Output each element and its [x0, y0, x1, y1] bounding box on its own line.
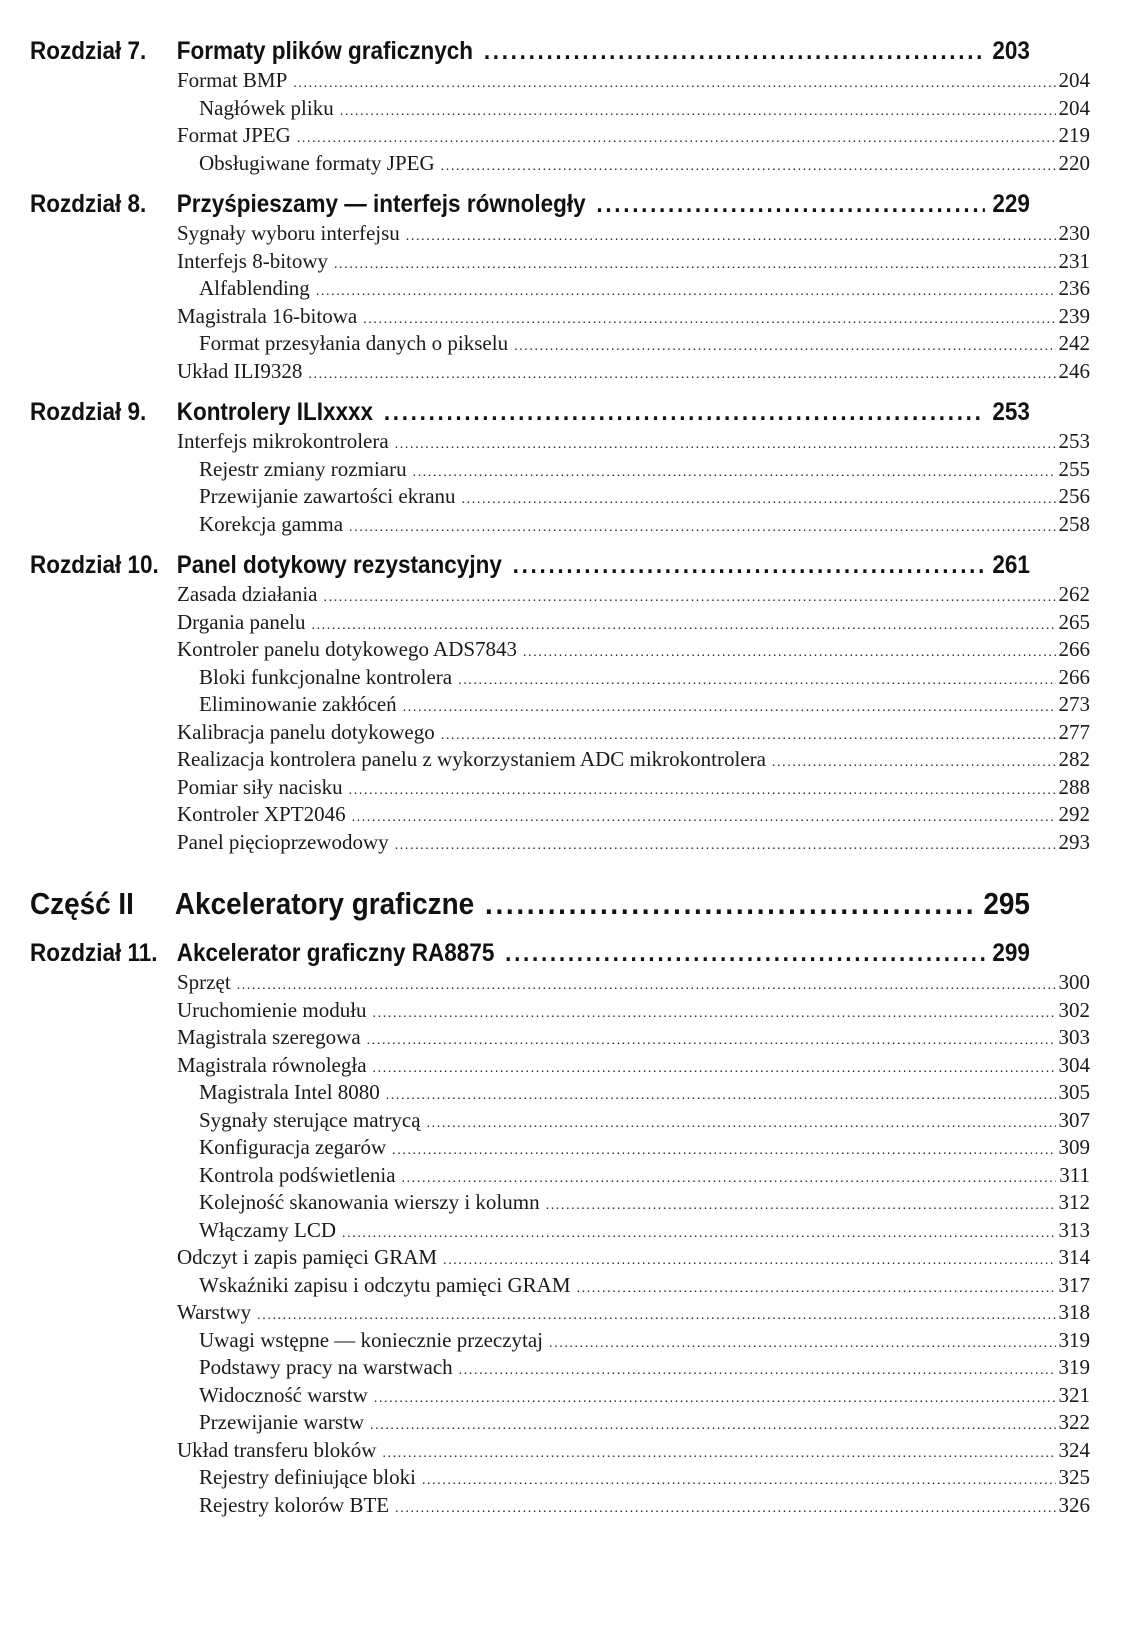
toc-entry[interactable] — [30, 1134, 1090, 1162]
chapter-label: Rozdział 7. — [30, 37, 147, 65]
chapter-page-number: 261 — [992, 551, 1030, 579]
entry-page-number: 326 — [1058, 1492, 1090, 1517]
dot-leader — [462, 486, 1056, 514]
dot-leader — [427, 1110, 1056, 1138]
dot-leader — [352, 804, 1056, 832]
dot-leader — [311, 612, 1055, 640]
toc-entry[interactable] — [30, 1079, 1090, 1107]
toc-entry[interactable] — [30, 997, 1090, 1025]
dot-leader — [392, 1137, 1055, 1165]
chapter-label: Rozdział 10. — [30, 551, 159, 579]
entry-title: Panel pięcioprzewodowy — [177, 829, 389, 854]
chapter-heading[interactable] — [30, 397, 1030, 428]
entry-page-number: 220 — [1058, 150, 1090, 175]
dot-leader — [342, 1220, 1055, 1248]
entry-title: Przewijanie warstw — [199, 1410, 365, 1434]
toc-entry[interactable] — [30, 483, 1090, 511]
part-label: Część II — [30, 886, 134, 921]
toc-entry[interactable] — [30, 1327, 1090, 1355]
dot-leader — [373, 1000, 1056, 1028]
toc-entry[interactable] — [30, 511, 1090, 539]
dot-leader — [370, 1412, 1055, 1440]
toc-entry[interactable] — [30, 1492, 1090, 1520]
entry-title: Sygnały wyboru interfejsu — [177, 221, 400, 245]
entry-page-number: 258 — [1058, 511, 1090, 536]
dot-leader — [441, 722, 1056, 750]
entry-page-number: 256 — [1058, 484, 1090, 508]
entry-title: Rejestry definiujące bloki — [199, 1465, 416, 1489]
toc-entry[interactable] — [30, 275, 1090, 303]
dot-leader — [395, 1495, 1055, 1523]
dot-leader — [395, 431, 1056, 459]
toc-entry[interactable] — [30, 1272, 1090, 1300]
entry-title: Rejestry kolorów BTE — [199, 1492, 390, 1517]
dot-leader — [413, 459, 1056, 487]
toc-entry[interactable] — [30, 1437, 1090, 1465]
entry-title: Obsługiwane formaty JPEG — [199, 150, 435, 175]
toc-entry[interactable] — [30, 969, 1090, 997]
toc-entry[interactable] — [30, 1217, 1090, 1245]
entry-title: Rejestr zmiany rozmiaru — [199, 456, 407, 481]
toc-entry[interactable] — [30, 428, 1090, 456]
dot-leader — [373, 1055, 1056, 1083]
entry-title: Wskaźniki zapisu i odczytu pamięci GRAM — [199, 1272, 571, 1297]
chapter-title: Formaty plików graficznych — [176, 37, 474, 65]
toc-entry[interactable] — [30, 1024, 1090, 1052]
entry-title: Kontroler panelu dotykowego ADS7843 — [177, 637, 518, 661]
dot-leader — [459, 1357, 1056, 1385]
chapter-label: Rozdział 8. — [30, 190, 147, 218]
toc-entry[interactable] — [30, 1299, 1090, 1327]
chapter-7 — [30, 36, 1090, 177]
entry-title: Zasada działania — [177, 582, 318, 606]
dot-leader — [513, 550, 986, 581]
dot-leader — [382, 1440, 1055, 1468]
entry-page-number: 262 — [1058, 582, 1090, 606]
dot-leader — [349, 777, 1056, 805]
chapter-heading[interactable] — [30, 189, 1030, 220]
entry-title: Włączamy LCD — [199, 1217, 337, 1242]
entry-page-number: 204 — [1058, 68, 1090, 92]
toc-entry[interactable] — [30, 1409, 1090, 1437]
entry-page-number: 266 — [1058, 664, 1090, 689]
entry-title: Bloki funkcjonalne kontrolera — [199, 664, 453, 689]
dot-leader — [441, 153, 1056, 181]
entry-title: Warstwy — [177, 1300, 252, 1324]
chapter-8 — [30, 189, 1090, 385]
chapter-title: Kontrolery ILIxxxx — [176, 398, 374, 426]
section-list — [30, 969, 1090, 1519]
chapter-10 — [30, 550, 1090, 856]
chapter-page-number: 253 — [992, 398, 1030, 426]
section-list — [30, 67, 1090, 177]
dot-leader — [340, 98, 1056, 126]
chapter-page-number: 229 — [992, 190, 1030, 218]
toc-entry[interactable] — [30, 67, 1090, 95]
chapter-title: Panel dotykowy rezystancyjny — [176, 551, 502, 579]
dot-leader — [485, 882, 976, 926]
part-heading[interactable] — [30, 882, 1030, 926]
entry-page-number: 309 — [1058, 1135, 1090, 1159]
chapter-heading[interactable] — [30, 36, 1030, 67]
entry-page-number: 324 — [1058, 1437, 1090, 1462]
entry-page-number: 304 — [1058, 1052, 1090, 1077]
toc-entry[interactable] — [30, 358, 1090, 386]
entry-title: Konfiguracja zegarów — [199, 1135, 387, 1159]
dot-leader — [297, 125, 1056, 153]
entry-page-number: 318 — [1058, 1300, 1090, 1324]
toc-entry[interactable] — [30, 1354, 1090, 1382]
dot-leader — [293, 70, 1055, 98]
dot-leader — [514, 333, 1055, 361]
chapter-title: Akcelerator graficzny RA8875 — [176, 939, 495, 967]
entry-page-number: 314 — [1058, 1245, 1090, 1269]
entry-page-number: 293 — [1058, 829, 1090, 854]
entry-title: Magistrala równoległa — [177, 1052, 367, 1077]
entry-page-number: 242 — [1058, 331, 1090, 355]
entry-title: Nagłówek pliku — [199, 95, 334, 120]
entry-page-number: 239 — [1058, 303, 1090, 328]
section-list — [30, 581, 1090, 856]
entry-page-number: 321 — [1058, 1382, 1090, 1407]
dot-leader — [237, 972, 1056, 1000]
toc-entry[interactable] — [30, 150, 1090, 178]
chapter-title: Przyśpieszamy — interfejs równoległy — [176, 190, 586, 218]
entry-title: Eliminowanie zakłóceń — [199, 692, 397, 716]
part-title: Akceleratory graficzne — [174, 886, 475, 921]
toc-entry[interactable] — [30, 609, 1090, 637]
entry-title: Układ ILI9328 — [177, 358, 303, 383]
dot-leader — [523, 639, 1055, 667]
entry-page-number: 319 — [1058, 1327, 1090, 1352]
entry-page-number: 313 — [1058, 1217, 1090, 1242]
dot-leader — [484, 36, 985, 67]
entry-page-number: 230 — [1058, 221, 1090, 245]
dot-leader — [422, 1467, 1056, 1495]
toc-entry[interactable] — [30, 1244, 1090, 1272]
entry-title: Drgania panelu — [177, 609, 306, 634]
entry-title: Sprzęt — [177, 970, 231, 994]
entry-page-number: 292 — [1058, 802, 1090, 826]
section-list — [30, 220, 1090, 385]
chapter-heading[interactable] — [30, 550, 1030, 581]
table-of-contents — [30, 36, 1090, 1519]
entry-title: Układ transferu bloków — [177, 1437, 377, 1462]
toc-entry[interactable] — [30, 801, 1090, 829]
dot-leader — [596, 189, 985, 220]
entry-page-number: 219 — [1058, 123, 1090, 147]
entry-title: Magistrala 16-bitowa — [177, 303, 358, 328]
entry-page-number: 300 — [1058, 970, 1090, 994]
toc-entry[interactable] — [30, 829, 1090, 857]
entry-page-number: 302 — [1058, 997, 1090, 1022]
entry-title: Alfablending — [199, 276, 310, 300]
entry-title: Format BMP — [177, 68, 288, 92]
entry-page-number: 255 — [1058, 456, 1090, 481]
section-list — [30, 428, 1090, 538]
entry-page-number: 305 — [1058, 1080, 1090, 1104]
dot-leader — [374, 1385, 1056, 1413]
entry-title: Uruchomienie modułu — [177, 997, 367, 1022]
entry-page-number: 322 — [1058, 1410, 1090, 1434]
dot-leader — [386, 1082, 1056, 1110]
entry-page-number: 266 — [1058, 637, 1090, 661]
toc-entry[interactable] — [30, 220, 1090, 248]
dot-leader — [367, 1027, 1056, 1055]
entry-page-number: 253 — [1058, 429, 1090, 453]
dot-leader — [403, 694, 1056, 722]
toc-entry[interactable] — [30, 330, 1090, 358]
toc-entry[interactable] — [30, 1052, 1090, 1080]
toc-entry[interactable] — [30, 746, 1090, 774]
entry-title: Kalibracja panelu dotykowego — [177, 719, 435, 744]
toc-entry[interactable] — [30, 248, 1090, 276]
entry-title: Pomiar siły nacisku — [177, 774, 343, 799]
chapter-9 — [30, 397, 1090, 538]
entry-page-number: 265 — [1058, 609, 1090, 634]
toc-entry[interactable] — [30, 456, 1090, 484]
entry-title: Przewijanie zawartości ekranu — [199, 484, 456, 508]
entry-title: Kontroler XPT2046 — [177, 802, 346, 826]
entry-title: Realizacja kontrolera panelu z wykorzystaniem ADC mikrokontrolera — [177, 747, 766, 771]
entry-page-number: 307 — [1058, 1107, 1090, 1132]
chapter-label: Rozdział 11. — [30, 939, 158, 967]
chapter-heading[interactable] — [30, 938, 1030, 969]
dot-leader — [308, 361, 1055, 389]
toc-entry[interactable] — [30, 1162, 1090, 1190]
toc-entry[interactable] — [30, 1107, 1090, 1135]
dot-leader — [549, 1330, 1055, 1358]
dot-leader — [334, 251, 1055, 279]
entry-page-number: 204 — [1058, 95, 1090, 120]
entry-page-number: 303 — [1058, 1025, 1090, 1049]
entry-title: Odczyt i zapis pamięci GRAM — [177, 1245, 438, 1269]
chapter-label: Rozdział 9. — [30, 398, 147, 426]
entry-title: Sygnały sterujące matrycą — [199, 1107, 421, 1132]
entry-page-number: 273 — [1058, 692, 1090, 716]
toc-entry[interactable] — [30, 636, 1090, 664]
dot-leader — [349, 514, 1055, 542]
entry-title: Kolejność skanowania wierszy i kolumn — [199, 1190, 540, 1214]
dot-leader — [384, 397, 985, 428]
dot-leader — [257, 1302, 1055, 1330]
entry-page-number: 231 — [1058, 248, 1090, 273]
dot-leader — [316, 278, 1056, 306]
dot-leader — [546, 1192, 1056, 1220]
entry-page-number: 319 — [1058, 1355, 1090, 1379]
spacer — [30, 856, 1090, 882]
dot-leader — [324, 584, 1056, 612]
chapter-page-number: 203 — [992, 37, 1030, 65]
entry-title: Interfejs 8-bitowy — [177, 248, 329, 273]
spacer — [30, 926, 1090, 938]
dot-leader — [505, 938, 985, 969]
toc-entry[interactable] — [30, 1464, 1090, 1492]
part-2 — [30, 882, 1090, 926]
part-page-number: 295 — [983, 886, 1030, 921]
entry-title: Uwagi wstępne — koniecznie przeczytaj — [199, 1327, 544, 1352]
dot-leader — [363, 306, 1055, 334]
dot-leader — [577, 1275, 1056, 1303]
toc-entry[interactable] — [30, 581, 1090, 609]
toc-entry[interactable] — [30, 719, 1090, 747]
toc-entry[interactable] — [30, 664, 1090, 692]
dot-leader — [458, 667, 1055, 695]
toc-entry[interactable] — [30, 691, 1090, 719]
toc-entry[interactable] — [30, 1189, 1090, 1217]
entry-title: Podstawy pracy na warstwach — [199, 1355, 453, 1379]
entry-page-number: 325 — [1058, 1465, 1090, 1489]
entry-title: Magistrala szeregowa — [177, 1025, 361, 1049]
entry-title: Widoczność warstw — [199, 1382, 368, 1407]
dot-leader — [443, 1247, 1055, 1275]
entry-title: Magistrala Intel 8080 — [199, 1080, 380, 1104]
entry-title: Interfejs mikrokontrolera — [177, 429, 389, 453]
toc-entry[interactable] — [30, 1382, 1090, 1410]
chapter-page-number: 299 — [992, 939, 1030, 967]
dot-leader — [395, 832, 1056, 860]
dot-leader — [772, 749, 1056, 777]
dot-leader — [402, 1165, 1057, 1193]
entry-page-number: 277 — [1058, 719, 1090, 744]
entry-title: Format przesyłania danych o pikselu — [199, 331, 509, 355]
chapter-11 — [30, 938, 1090, 1519]
toc-entry[interactable] — [30, 303, 1090, 331]
entry-title: Kontrola podświetlenia — [199, 1162, 396, 1187]
entry-page-number: 282 — [1058, 747, 1090, 771]
entry-page-number: 236 — [1058, 276, 1090, 300]
toc-entry[interactable] — [30, 95, 1090, 123]
entry-page-number: 312 — [1058, 1190, 1090, 1214]
entry-page-number: 246 — [1058, 358, 1090, 383]
entry-title: Format JPEG — [177, 123, 291, 147]
toc-entry[interactable] — [30, 774, 1090, 802]
entry-title: Korekcja gamma — [199, 511, 344, 536]
toc-entry[interactable] — [30, 122, 1090, 150]
entry-page-number: 288 — [1058, 774, 1090, 799]
dot-leader — [406, 223, 1056, 251]
entry-page-number: 311 — [1059, 1162, 1090, 1187]
entry-page-number: 317 — [1058, 1272, 1090, 1297]
